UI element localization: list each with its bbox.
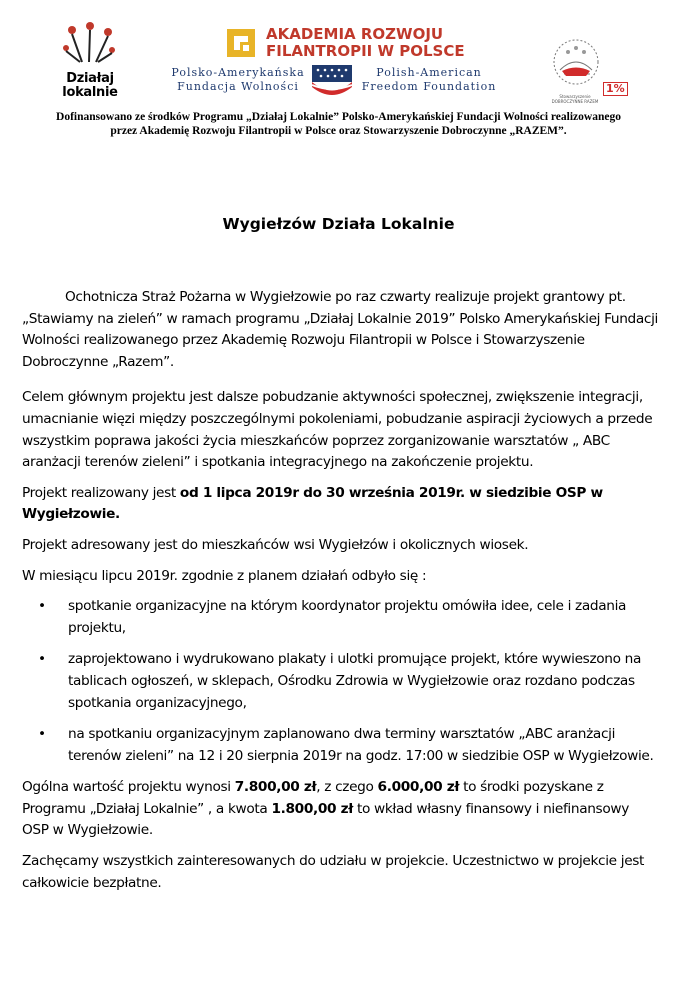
pafw-polish-name — [168, 66, 308, 94]
budget-own: 1.800,00 zł — [271, 800, 353, 817]
period-prefix: Projekt realizowany jest — [22, 484, 180, 501]
list-item-text: spotkanie organizacyjne na którym koordynator projektu omówiła idee, cele i zadania projektu, — [68, 598, 627, 636]
actions-list — [22, 596, 658, 767]
july-intro: W miesiącu lipcu 2019r. zgodnie z planem działań odbyło się : — [22, 567, 427, 584]
budget-paragraph — [22, 777, 658, 842]
budget-total: 7.800,00 zł — [234, 779, 317, 796]
budget-grant: 6.000,00 zł — [377, 779, 460, 796]
budget-text-1: Ogólna wartość projektu wynosi — [22, 779, 235, 796]
flowers-icon — [60, 22, 118, 72]
intro-paragraph: Ochotnicza Straż Pożarna w Wygiełzowie po raz czwarty realizuje projekt grantowy pt. „Stawiamy na zieleń” w ramach programu „Działaj Lokalnie 2019” Polsko Amerykańskiej Fundacji Wolności realizowanego przez Akademię Rozwoju Filantropii w Polsce i Stowarzyszenie Dobroczynne „Razem”. — [22, 289, 659, 370]
arfp-logo-text — [266, 26, 465, 60]
budget-text-4: to wkład własny finansowy i niefinansowy OSP w Wygiełzowie. — [22, 800, 629, 839]
pafw-pl-line-2: Fundacja Wolności — [177, 80, 299, 93]
pafw-english-name — [358, 66, 500, 94]
goal-paragraph: Celem głównym projektu jest dalsze pobudzanie aktywności społecznej, zwiększenie integracji, umacnianie więzi między poszczególnymi pokoleniami, pobudzanie aspiracji życiowych a przede wszystkim poprawa jakości życia mieszkańców poprzez zorganizowanie warsztatów „ ABC aranżacji terenów zieleni” i spotkania integracyjnego na zakończenie projektu. — [22, 389, 653, 471]
list-item — [22, 649, 658, 714]
one-percent-badge: 1% — [603, 82, 628, 96]
list-item — [22, 596, 658, 639]
period-paragraph — [22, 483, 658, 526]
arfp-line-2: FILANTROPII W POLSCE — [266, 42, 465, 60]
list-item-text: na spotkaniu organizacyjnym zaplanowano dwa terminy warsztatów „ABC aranżacji terenów zieleni” na 12 i 20 sierpnia 2019r na godz. 17:00 w siedzibie OSP w Wygiełzowie. — [68, 726, 654, 764]
arfp-line-1: AKADEMIA ROZWOJU — [266, 25, 444, 43]
dzialaj-lokalnie-logo — [54, 22, 124, 104]
list-item — [22, 724, 658, 767]
pafw-en-line-1: Polish-American — [376, 66, 482, 79]
bullet-icon: • — [38, 726, 46, 743]
pafw-pl-line-1: Polsko-Amerykańska — [171, 66, 305, 79]
funding-note — [20, 110, 657, 138]
audience-paragraph: Projekt adresowany jest do mieszkańców wsi Wygiełzów i okolicznych wiosek. — [22, 536, 529, 553]
pafw-flag-icon — [310, 63, 354, 101]
razem-logo-text: Stowarzyszenie DOBROCZYNNE RAZEM — [551, 94, 599, 104]
document-body — [22, 287, 658, 903]
funding-line-2: przez Akademię Rozwoju Filantropii w Polsce oraz Stowarzyszenie Dobroczynne „RAZEM”. — [110, 125, 567, 137]
bullet-icon: • — [38, 651, 46, 668]
bullet-icon: • — [38, 598, 46, 615]
budget-text-3: to środki pozyskane z Programu „Działaj Lokalnie” , a kwota — [22, 779, 604, 817]
closing-paragraph: Zachęcamy wszystkich zainteresowanych do udziału w projekcie. Uczestnictwo w projekcie jest całkowicie bezpłatne. — [22, 853, 645, 891]
page-title: Wygiełzów Działa Lokalnie — [222, 215, 455, 233]
arfp-mark-icon — [226, 28, 256, 58]
list-item-text: zaprojektowano i wydrukowano plakaty i ulotki promujące projekt, które wywieszono na tablicach ogłoszeń, w sklepach, Ośrodku Zdrowia w Wygiełzowie oraz rozdano podczas spotkania organizacyjnego, — [68, 651, 642, 711]
budget-text-2: , z czego — [316, 779, 378, 796]
dzialaj-lokalnie-logo-text: Działaj lokalnie — [62, 71, 118, 100]
funding-line-1: Dofinansowano ze środków Programu „Działaj Lokalnie” Polsko-Amerykańskiej Fundacji Wolności realizowanego — [56, 111, 621, 123]
pafw-en-line-2: Freedom Foundation — [361, 80, 497, 93]
period-dates: od 1 lipca 2019r do 30 września 2019r. w siedzibie OSP w Wygiełzowie. — [22, 484, 603, 523]
